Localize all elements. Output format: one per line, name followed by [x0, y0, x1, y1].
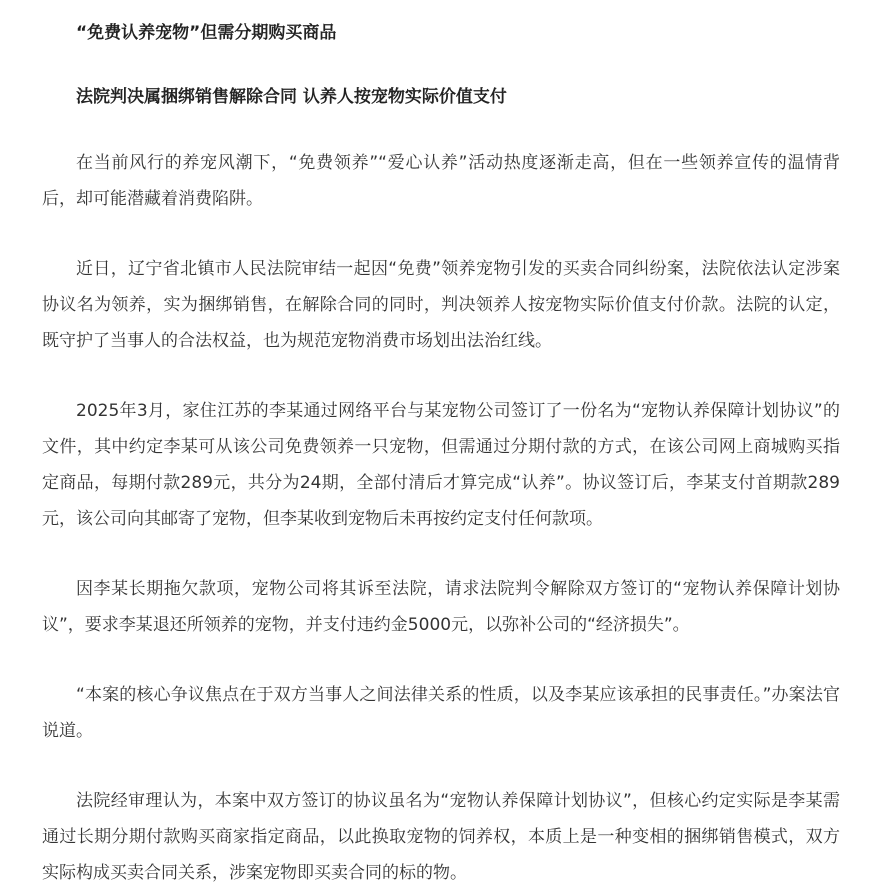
article-headline: “免费认养宠物”但需分期购买商品 [76, 23, 337, 43]
paragraph-court-finding: 法院经审理认为，本案中双方签订的协议虽名为“宠物认养保障计划协议”，但核心约定实际是李某需通过长期分期付款购买商家指定商品，以此换取宠物的饲养权，本质上是一种变相的捆绑销售模式，双方实际构成买卖合同关系，涉案宠物即买卖合同的标的物。 [42, 791, 840, 883]
paragraph-judge-quote: “本案的核心争议焦点在于双方当事人之间法律关系的性质，以及李某应该承担的民事责任。”办案法官说道。 [42, 685, 840, 741]
paragraph-case-facts: 2025年3月，家住江苏的李某通过网络平台与某宠物公司签订了一份名为“宠物认养保障计划协议”的文件，其中约定李某可从该公司免费领养一只宠物，但需通过分期付款的方式，在该公司网上商城购买指定商品，每期付款289元，共分为24期，全部付清后才算完成“认养”。协议签订后，李某支付首期款289元，该公司向其邮寄了宠物，但李某收到宠物后未再按约定支付任何款项。 [42, 401, 840, 529]
paragraph-case-summary: 近日，辽宁省北镇市人民法院审结一起因“免费”领养宠物引发的买卖合同纠纷案，法院依法认定涉案协议名为领养，实为捆绑销售，在解除合同的同时，判决领养人按宠物实际价值支付价款。法院的认定，既守护了当事人的合法权益，也为规范宠物消费市场划出法治红线。 [42, 259, 840, 351]
article-subheadline: 法院判决属捆绑销售解除合同 认养人按宠物实际价值支付 [76, 87, 507, 107]
paragraph-intro: 在当前风行的养宠风潮下，“免费领养”“爱心认养”活动热度逐渐走高，但在一些领养宣传的温情背后，却可能潜藏着消费陷阱。 [42, 153, 840, 209]
paragraph-lawsuit: 因李某长期拖欠款项，宠物公司将其诉至法院，请求法院判令解除双方签订的“宠物认养保障计划协议”，要求李某退还所领养的宠物，并支付违约金5000元，以弥补公司的“经济损失”。 [42, 579, 840, 635]
